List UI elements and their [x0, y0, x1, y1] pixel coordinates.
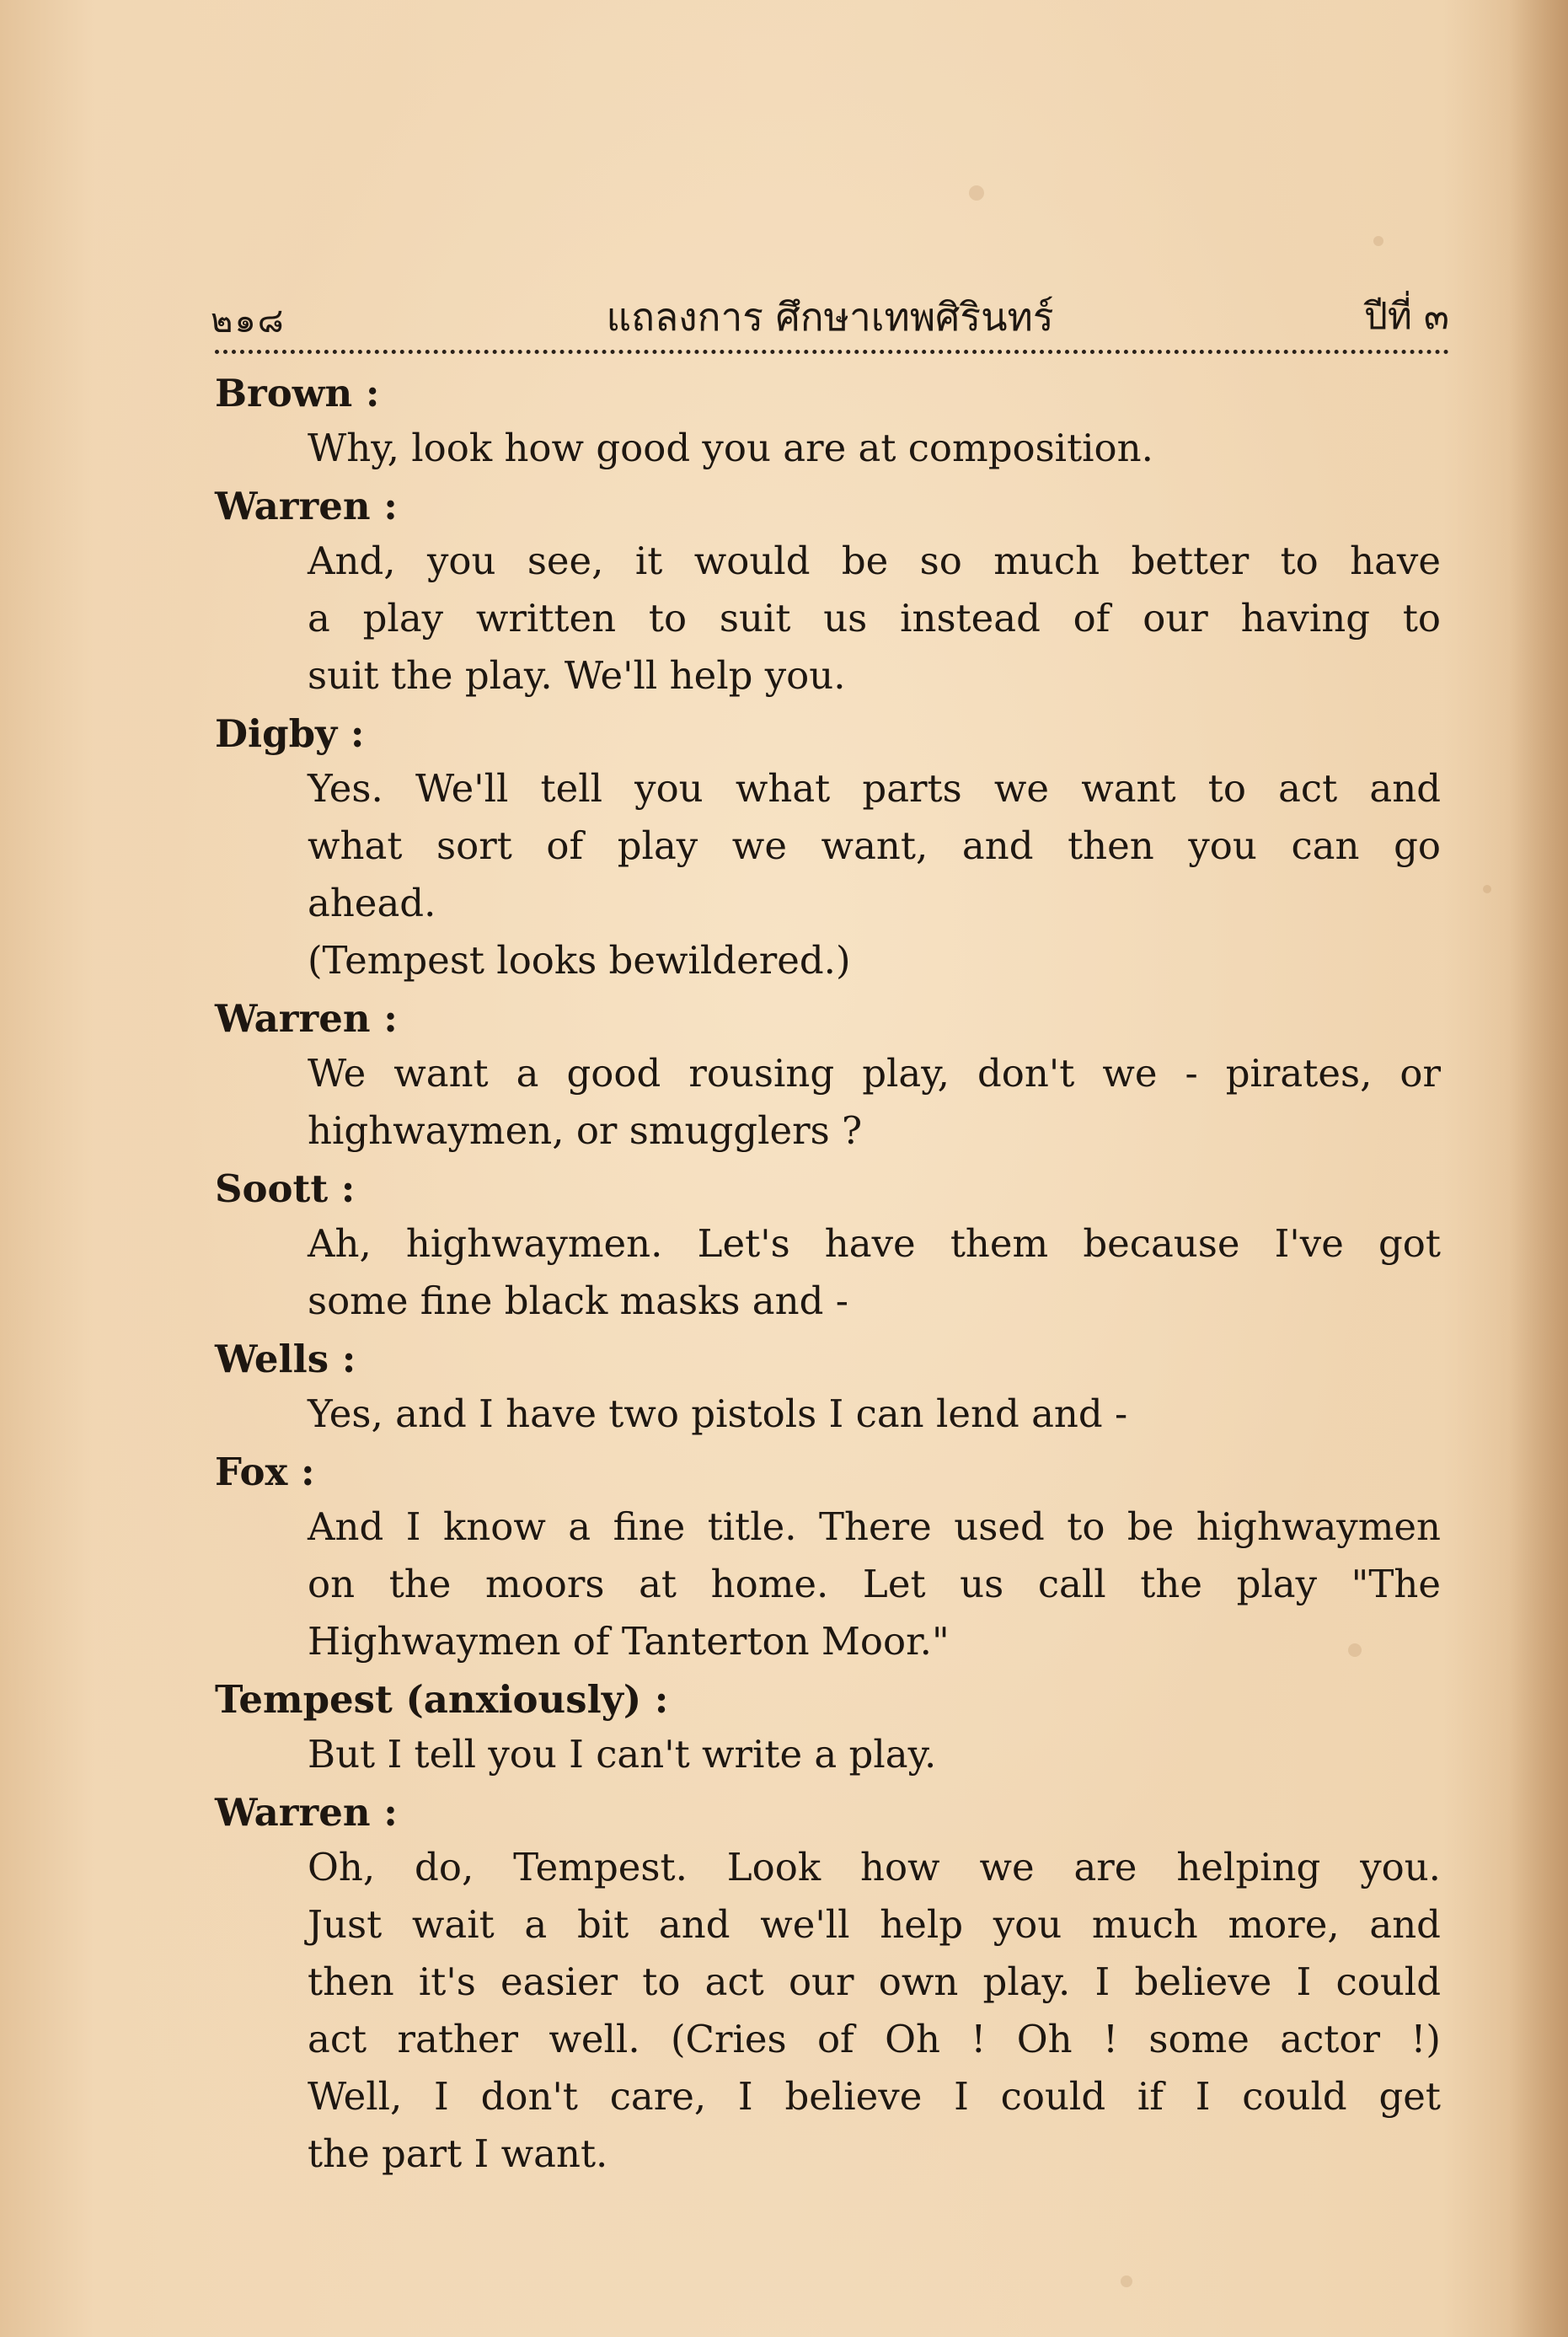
running-title: แถลงการ ศึกษาเทพศิรินทร์	[606, 294, 1054, 340]
speaker-name: Fox :	[215, 1450, 315, 1494]
dialogue-block	[308, 1726, 1441, 1783]
speaker-name: Brown :	[215, 371, 380, 415]
dialogue-block	[308, 1045, 1441, 1160]
dialogue-line: Just wait a bit and we'll help you much more, and	[308, 1902, 1441, 1947]
dialogue-line: a play written to suit us instead of our having to	[308, 596, 1441, 641]
dialogue-line: act rather well. (Cries of Oh ! Oh ! some actor !)	[308, 2017, 1441, 2061]
dialogue-line: Yes, and I have two pistols I can lend and -	[308, 1391, 1128, 1436]
foxing-spot	[1373, 236, 1383, 246]
speaker-name: Warren :	[215, 1790, 398, 1835]
issue-label: ปีที่ ๓	[1364, 295, 1449, 338]
dialogue-block	[308, 1386, 1441, 1443]
foxing-spot	[969, 185, 984, 201]
speaker-name: Tempest (anxiously) :	[215, 1677, 669, 1722]
dialogue-line: We want a good rousing play, don't we - pirates, or	[308, 1051, 1441, 1096]
dialogue-line: Oh, do, Tempest. Look how we are helping you.	[308, 1845, 1441, 1889]
speaker-name: Warren :	[215, 996, 398, 1041]
dialogue-line: But I tell you I can't write a play.	[308, 1732, 937, 1777]
dialogue-block	[308, 533, 1441, 705]
speaker-name: Soott :	[215, 1166, 356, 1211]
dialogue-line: suit the play. We'll help you.	[308, 653, 846, 698]
dialogue-line: the part I want.	[308, 2131, 608, 2176]
dialogue-block	[308, 420, 1441, 477]
dialogue-line: Why, look how good you are at composition.	[308, 426, 1153, 470]
speaker-name: Warren :	[215, 484, 398, 528]
foxing-spot	[1121, 2275, 1132, 2287]
dialogue-line: Well, I don't care, I believe I could if I could get	[308, 2074, 1441, 2119]
foxing-spot	[1483, 885, 1491, 893]
header-divider	[215, 350, 1449, 354]
speaker-name: Wells :	[215, 1337, 356, 1381]
dialogue-line: on the moors at home. Let us call the play "The	[308, 1562, 1441, 1606]
dialogue-line: Highwaymen of Tanterton Moor."	[308, 1619, 950, 1664]
dialogue-block	[308, 1498, 1441, 1670]
page-edge-shadow	[1509, 0, 1568, 2337]
speaker-name: Digby :	[215, 711, 365, 756]
dialogue-line: some fine black masks and -	[308, 1278, 848, 1323]
dialogue-block	[308, 760, 1441, 989]
stage-direction: (Tempest looks bewildered.)	[308, 938, 851, 983]
dialogue-block	[308, 1839, 1441, 2183]
dialogue-line: ahead.	[308, 881, 436, 925]
dialogue-line: Yes. We'll tell you what parts we want to act and	[308, 766, 1441, 811]
dialogue-line: And, you see, it would be so much better to have	[308, 539, 1441, 583]
dialogue-line: highwaymen, or smugglers ?	[308, 1108, 863, 1153]
dialogue-line: then it's easier to act our own play. I believe I could	[308, 1959, 1441, 2004]
dialogue-line: Ah, highwaymen. Let's have them because I've got	[308, 1221, 1441, 1266]
play-script	[215, 364, 1445, 2183]
page-header	[211, 278, 1449, 340]
dialogue-line: what sort of play we want, and then you can go	[308, 823, 1441, 868]
page-number: ๒๑๘	[211, 302, 286, 340]
dialogue-line: And I know a fine title. There used to be highwaymen	[308, 1504, 1441, 1549]
dialogue-block	[308, 1215, 1441, 1330]
